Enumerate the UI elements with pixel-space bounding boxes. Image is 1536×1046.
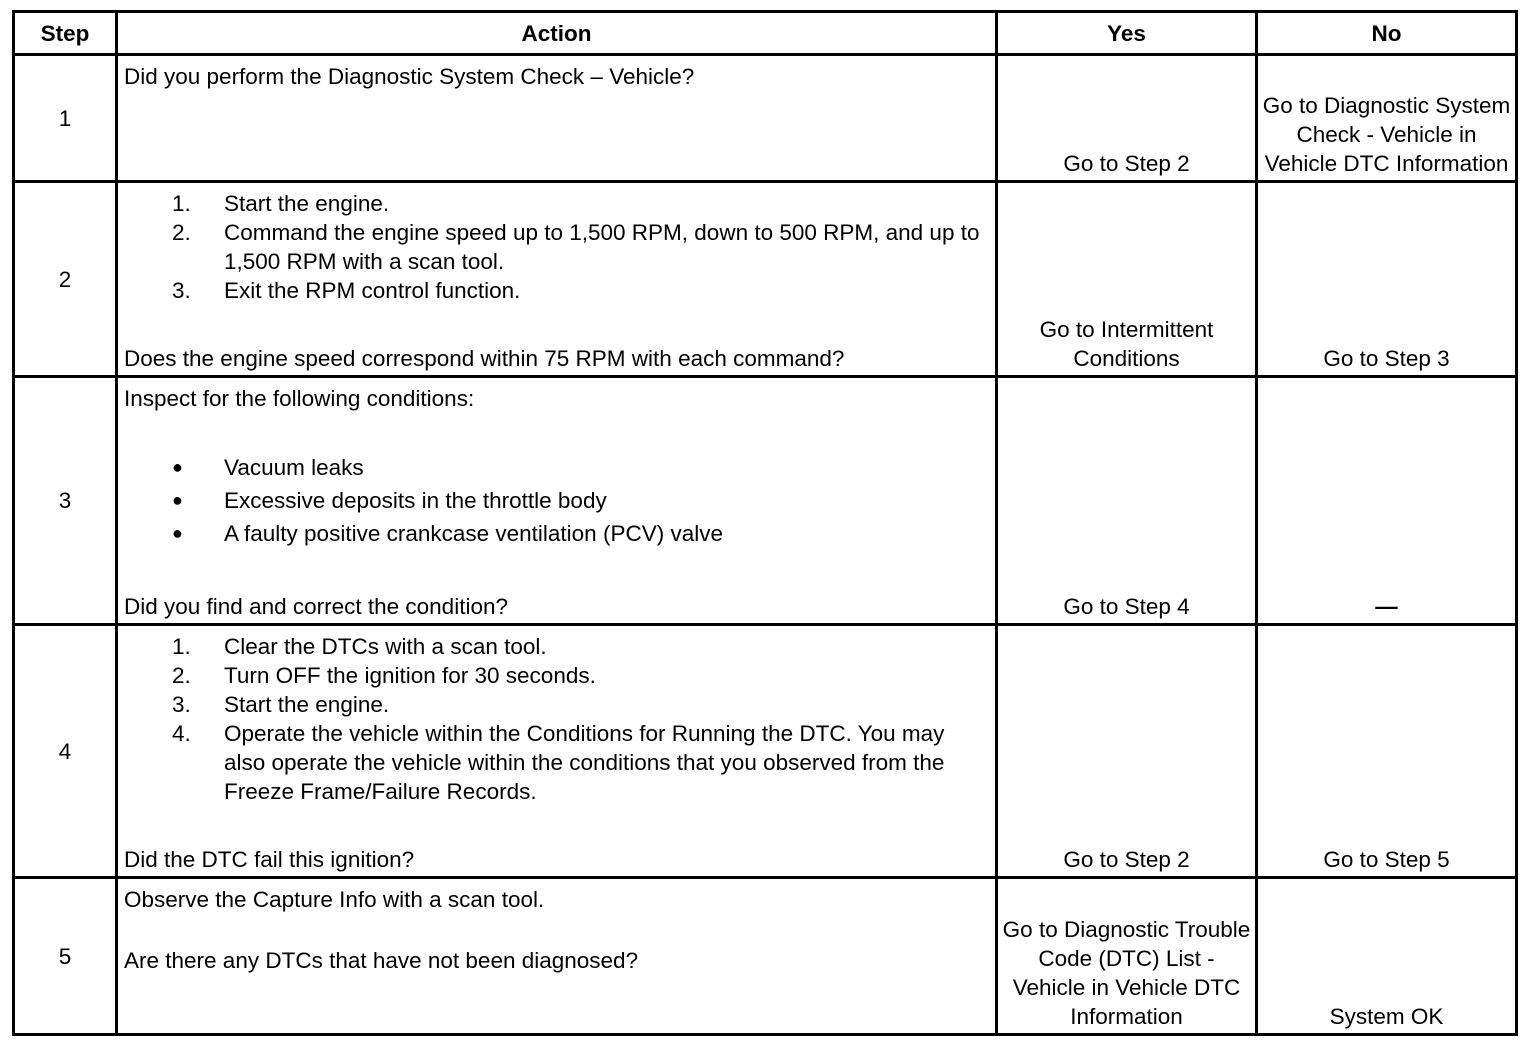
header-no: No: [1257, 12, 1517, 55]
question-text: Does the engine speed correspond within 75 RPM with each command?: [124, 346, 845, 371]
step-number: 4: [14, 625, 117, 878]
question-text: Did you find and correct the condition?: [124, 594, 508, 619]
list-item: ● Vacuum leaks: [172, 455, 364, 480]
intro-text: Inspect for the following conditions:: [124, 386, 475, 411]
step-number: 1: [14, 55, 117, 182]
intro-text: Observe the Capture Info with a scan tool.: [124, 887, 545, 912]
question-text: Did the DTC fail this ignition?: [124, 847, 415, 872]
list-item: 2. Command the engine speed up to 1,500 RPM, down to 500 RPM, and up to 1,500 RPM with a scan tool.: [172, 220, 980, 274]
action-cell: [117, 878, 997, 1035]
yes-cell[interactable]: [997, 182, 1257, 377]
no-link[interactable]: System OK: [1329, 1004, 1444, 1029]
yes-cell[interactable]: [997, 878, 1257, 1035]
yes-link[interactable]: Go to Step 2: [1063, 151, 1190, 176]
yes-cell[interactable]: [997, 377, 1257, 625]
question-text: Did you perform the Diagnostic System Check – Vehicle?: [124, 64, 695, 89]
list-item: 1. Start the engine.: [172, 191, 390, 216]
header-yes: Yes: [997, 12, 1257, 55]
yes-link[interactable]: Go to Diagnostic Trouble Code (DTC) List - Vehicle in Vehicle DTC Information: [1002, 917, 1251, 1029]
action-cell: [117, 55, 997, 182]
action-cell: [117, 182, 997, 377]
list-item: ● A faulty positive crankcase ventilation (PCV) valve: [172, 521, 723, 546]
table-row: [14, 182, 1517, 377]
table-row: [14, 878, 1517, 1035]
no-cell[interactable]: [1257, 182, 1517, 377]
step-number: 2: [14, 182, 117, 377]
no-cell[interactable]: [1257, 878, 1517, 1035]
step-number: 3: [14, 377, 117, 625]
table-row: [14, 625, 1517, 878]
bullet-icon: ●: [172, 490, 183, 510]
no-link[interactable]: Go to Diagnostic System Check - Vehicle in Vehicle DTC Information: [1262, 93, 1511, 176]
bullet-list: [124, 453, 989, 552]
no-value-dash: —: [1375, 594, 1398, 619]
list-item: 4. Operate the vehicle within the Conditions for Running the DTC. You may also operate the vehicle within the conditions that you observed from the Freeze Frame/Failure Records.: [172, 721, 945, 804]
action-cell: [117, 377, 997, 625]
action-cell: [117, 625, 997, 878]
diagnostic-table: [12, 10, 1518, 1036]
no-link[interactable]: Go to Step 5: [1323, 847, 1450, 872]
no-cell[interactable]: [1257, 625, 1517, 878]
list-item: 3. Start the engine.: [172, 692, 390, 717]
numbered-list: [124, 632, 989, 806]
yes-link[interactable]: Go to Step 4: [1063, 594, 1190, 619]
no-cell: [1257, 377, 1517, 625]
list-item: 3. Exit the RPM control function.: [172, 278, 521, 303]
numbered-list: [124, 189, 989, 305]
bullet-icon: ●: [172, 457, 183, 477]
yes-link[interactable]: Go to Step 2: [1063, 847, 1190, 872]
list-item: ● Excessive deposits in the throttle body: [172, 488, 607, 513]
no-cell[interactable]: [1257, 55, 1517, 182]
header-step: Step: [14, 12, 117, 55]
list-item: 2. Turn OFF the ignition for 30 seconds.: [172, 663, 596, 688]
table-row: [14, 377, 1517, 625]
yes-link[interactable]: Go to Intermittent Conditions: [1039, 317, 1214, 371]
table-row: [14, 55, 1517, 182]
question-text: Are there any DTCs that have not been diagnosed?: [124, 948, 639, 973]
step-number: 5: [14, 878, 117, 1035]
header-action: Action: [117, 12, 997, 55]
bullet-icon: ●: [172, 523, 183, 543]
list-item: 1. Clear the DTCs with a scan tool.: [172, 634, 547, 659]
yes-cell[interactable]: [997, 55, 1257, 182]
header-row: [14, 12, 1517, 55]
yes-cell[interactable]: [997, 625, 1257, 878]
no-link[interactable]: Go to Step 3: [1323, 346, 1450, 371]
